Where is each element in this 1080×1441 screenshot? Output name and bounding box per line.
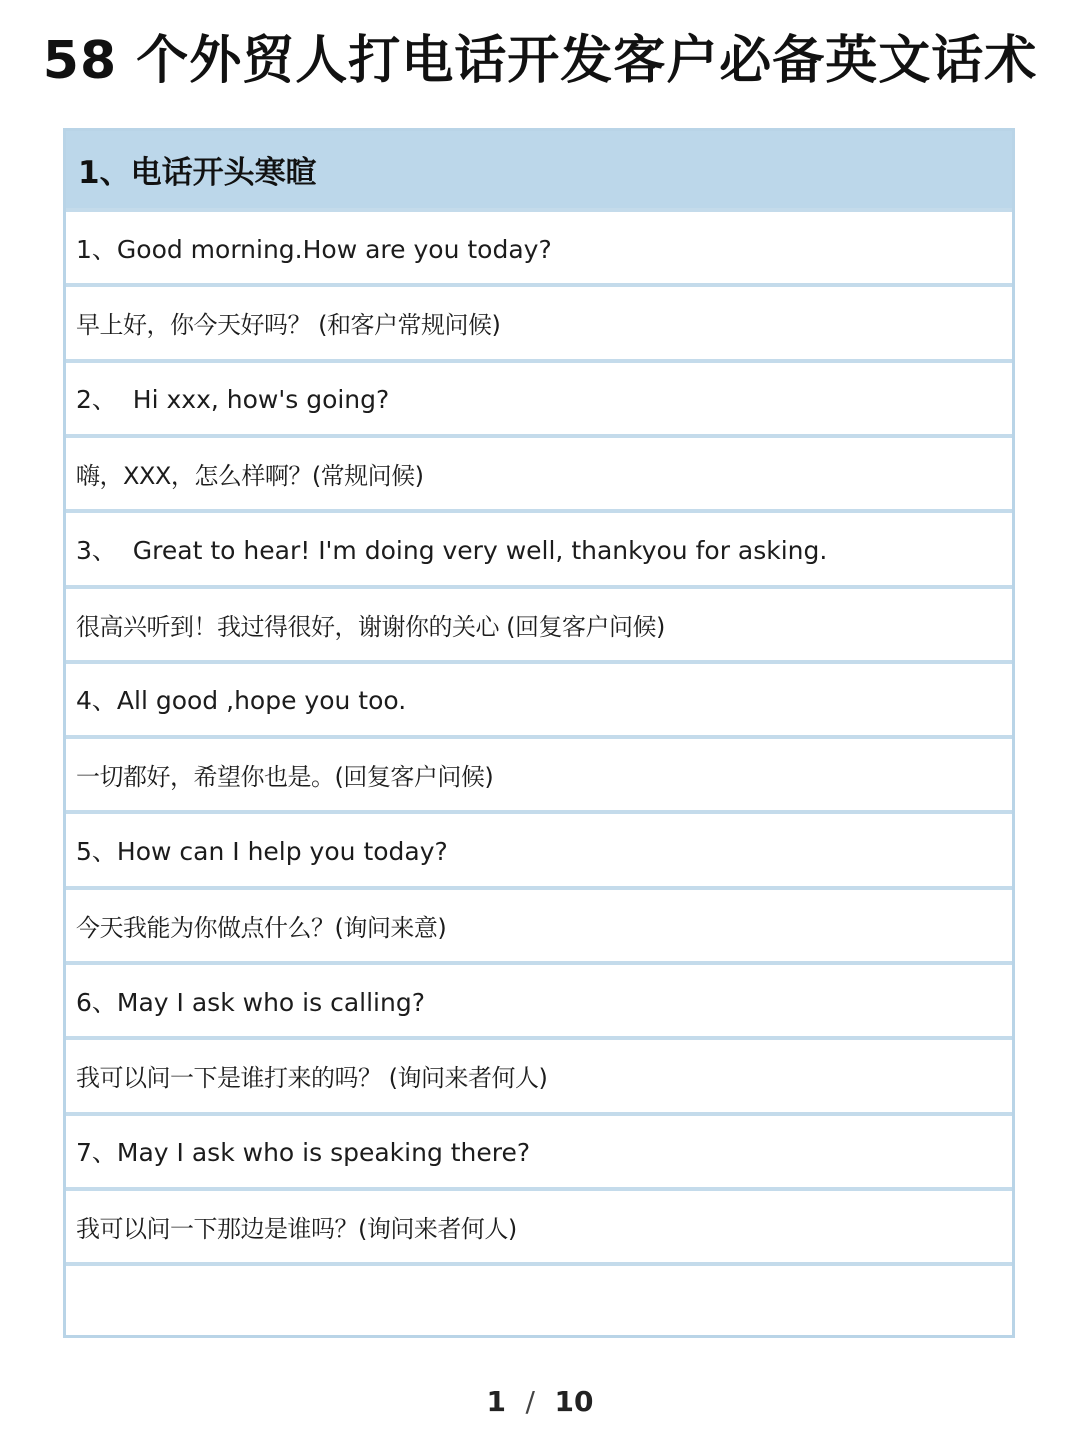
page-indicator	[0, 1385, 1080, 1418]
phrase-row-4-cn: 一切都好，希望你也是。(回复客户问候)	[66, 735, 1012, 810]
page-total: 10	[554, 1385, 594, 1418]
phrase-table	[63, 128, 1015, 1338]
phrase-row-3-en: 3、 Great to hear! I'm doing very well, thankyou for asking.	[66, 509, 1012, 584]
phrase-row-6-en: 6、May I ask who is calling?	[66, 961, 1012, 1036]
phrase-row-5-cn: 今天我能为你做点什么？(询问来意)	[66, 886, 1012, 961]
phrase-row-3-cn: 很高兴听到！我过得很好，谢谢你的关心 (回复客户问候)	[66, 585, 1012, 660]
phrase-row-empty	[66, 1262, 1012, 1337]
page-current: 1	[486, 1385, 507, 1418]
phrase-row-7-en: 7、May I ask who is speaking there?	[66, 1112, 1012, 1187]
phrase-row-6-cn: 我可以问一下是谁打来的吗？ (询问来者何人)	[66, 1036, 1012, 1111]
phrase-row-2-en: 2、 Hi xxx, how's going?	[66, 359, 1012, 434]
section-header: 1、电话开头寒暄	[66, 131, 1012, 208]
phrase-row-1-cn: 早上好，你今天好吗？ (和客户常规问候)	[66, 283, 1012, 358]
phrase-row-2-cn: 嗨，XXX，怎么样啊？(常规问候)	[66, 434, 1012, 509]
page-separator: /	[525, 1385, 535, 1418]
phrase-row-5-en: 5、How can I help you today?	[66, 810, 1012, 885]
phrase-row-7-cn: 我可以问一下那边是谁吗？(询问来者何人)	[66, 1187, 1012, 1262]
phrase-row-1-en: 1、Good morning.How are you today?	[66, 208, 1012, 283]
phrase-row-4-en: 4、All good ,hope you too.	[66, 660, 1012, 735]
page-title: 58 个外贸人打电话开发客户必备英文话术	[42, 31, 1038, 91]
